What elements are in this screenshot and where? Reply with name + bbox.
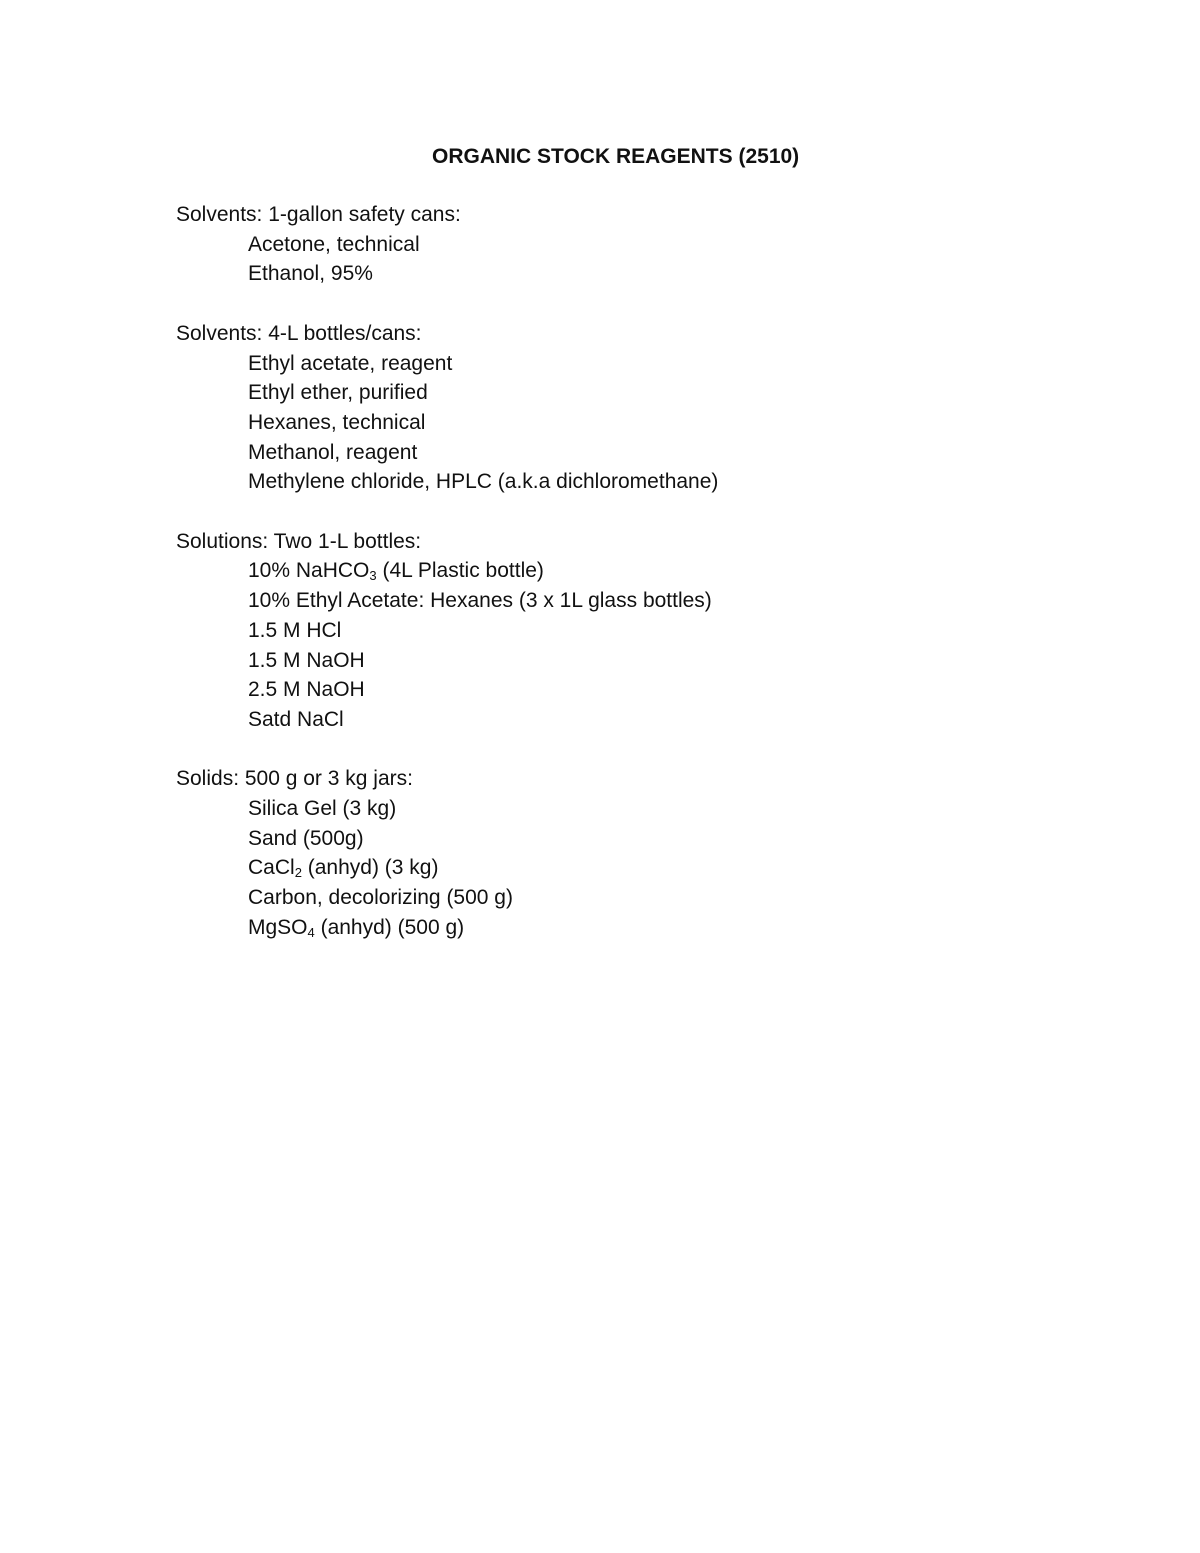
item-text: Hexanes, technical	[248, 410, 426, 434]
list-item	[176, 705, 1076, 735]
list-item	[176, 913, 1076, 943]
list-item	[176, 556, 1076, 586]
item-text: Ethanol, 95%	[248, 262, 373, 286]
item-text: Ethyl ether, purified	[248, 381, 428, 405]
item-text: 1.5 M HCl	[248, 618, 342, 642]
list-item	[176, 438, 1076, 468]
list-item	[176, 586, 1076, 616]
item-text: 1.5 M NaOH	[248, 648, 365, 672]
item-text: Methanol, reagent	[248, 440, 418, 464]
subscript: 2	[294, 865, 302, 881]
list-item	[176, 853, 1076, 883]
item-text: 10% Ethyl Acetate: Hexanes (3 x 1L glass bottles)	[248, 589, 712, 613]
document-title: ORGANIC STOCK REAGENTS (2510)	[432, 145, 800, 168]
list-item	[176, 824, 1076, 854]
section	[176, 764, 1076, 942]
item-text: 2.5 M NaOH	[248, 678, 365, 702]
list-item	[176, 646, 1076, 676]
subscript: 4	[307, 924, 315, 940]
list-item	[176, 675, 1076, 705]
section	[176, 200, 1076, 289]
item-text: Sand (500g)	[248, 826, 364, 850]
section	[176, 319, 1076, 497]
item-text: (anhyd) (500 g)	[314, 915, 465, 939]
item-text: Ethyl acetate, reagent	[248, 351, 453, 375]
list-item	[176, 467, 1076, 497]
subscript: 3	[369, 568, 377, 584]
item-text: CaCl	[248, 856, 295, 880]
section-heading: Solutions: Two 1-L bottles:	[176, 529, 422, 553]
list-item	[176, 883, 1076, 913]
list-item	[176, 230, 1076, 260]
section-heading: Solvents: 1-gallon safety cans:	[176, 203, 461, 226]
list-item	[176, 408, 1076, 438]
section	[176, 527, 1076, 735]
section-heading: Solvents: 4-L bottles/cans:	[176, 321, 422, 345]
item-text: Satd NaCl	[248, 707, 344, 731]
list-item	[176, 378, 1076, 408]
section-heading: Solids: 500 g or 3 kg jars:	[176, 767, 413, 791]
item-text: Methylene chloride, HPLC (a.k.a dichloromethane)	[248, 470, 719, 494]
item-text: (anhyd) (3 kg)	[301, 856, 439, 880]
list-item	[176, 259, 1076, 289]
list-item	[176, 616, 1076, 646]
item-text: (4L Plastic bottle)	[376, 559, 544, 583]
item-text: MgSO	[248, 915, 308, 939]
item-text: Carbon, decolorizing (500 g)	[248, 886, 513, 910]
list-item	[176, 349, 1076, 379]
list-item	[176, 794, 1076, 824]
item-text: Silica Gel (3 kg)	[248, 797, 397, 821]
item-text: 10% NaHCO	[248, 559, 370, 583]
item-text: Acetone, technical	[248, 232, 420, 256]
document-body	[176, 200, 1076, 972]
